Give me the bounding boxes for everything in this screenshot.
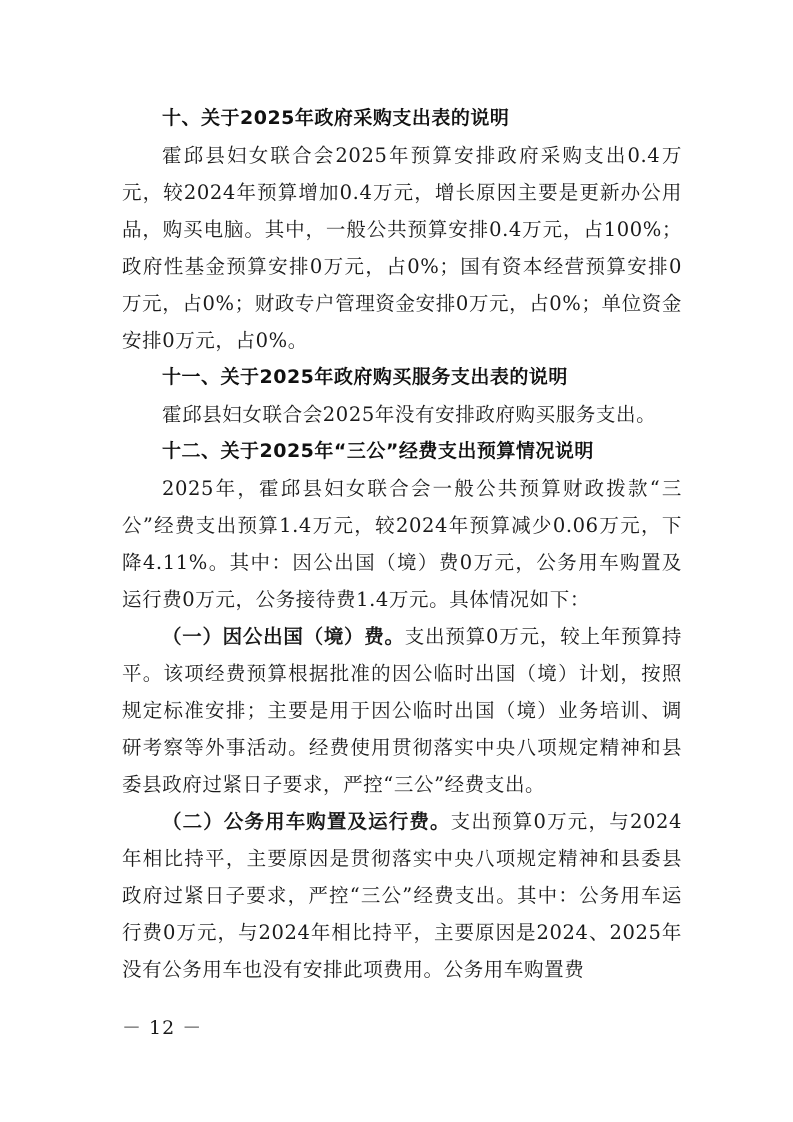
section-paragraph-11: 霍邱县妇女联合会2025年没有安排政府购买服务支出。	[162, 403, 657, 426]
subsection-title-2: （二）公务用车购置及运行费。	[162, 810, 451, 833]
section-paragraph-10: 霍邱县妇女联合会2025年预算安排政府采购支出0.4万元，较2024年预算增加0.4万元，增长原因主要是更新办公用品，购买电脑。其中，一般公共预算安排0.4万元，占100%；政府性基金预算安排0万元，占0%；国有资本经营预算安排0万元，占0%；财政专户管理资金安排0万元，占0%；单位资金安排0万元，占0%。	[122, 144, 682, 352]
subsection-title-1: （一）因公出国（境）费。	[162, 625, 405, 648]
subsection-text-2: 支出预算0万元，与2024年相比持平，主要原因是贯彻落实中央八项规定精神和县委县政府过紧日子要求，严控“三公”经费支出。其中：公务用车运行费0万元，与2024年相比持平，主要原因是2024、2025年没有公务用车也没有安排此项费用。公务用车购置费	[122, 810, 682, 981]
subsection-paragraph-1	[122, 618, 682, 803]
section-heading-12: 十二、关于2025年“三公”经费支出预算情况说明	[162, 440, 594, 462]
section-heading-11: 十一、关于2025年政府购买服务支出表的说明	[162, 366, 568, 388]
subsection-paragraph-2	[122, 803, 682, 988]
subsection-text-1: 支出预算0万元，较上年预算持平。该项经费预算根据批准的因公临时出国（境）计划，按照规定标准安排；主要是用于因公临时出国（境）业务培训、调研考察等外事活动。经费使用贯彻落实中央八项规定精神和县委县政府过紧日子要求，严控“三公”经费支出。	[122, 625, 682, 796]
section-heading-10: 十、关于2025年政府采购支出表的说明	[162, 107, 510, 129]
section-paragraph-12: 2025年，霍邱县妇女联合会一般公共预算财政拨款“三公”经费支出预算1.4万元，较2024年预算减少0.06万元，下降4.11%。其中：因公出国（境）费0万元，公务用车购置及运行费0万元，公务接待费1.4万元。具体情况如下：	[122, 477, 682, 611]
page-number: － 12 －	[122, 1017, 203, 1039]
document-body	[122, 100, 682, 988]
